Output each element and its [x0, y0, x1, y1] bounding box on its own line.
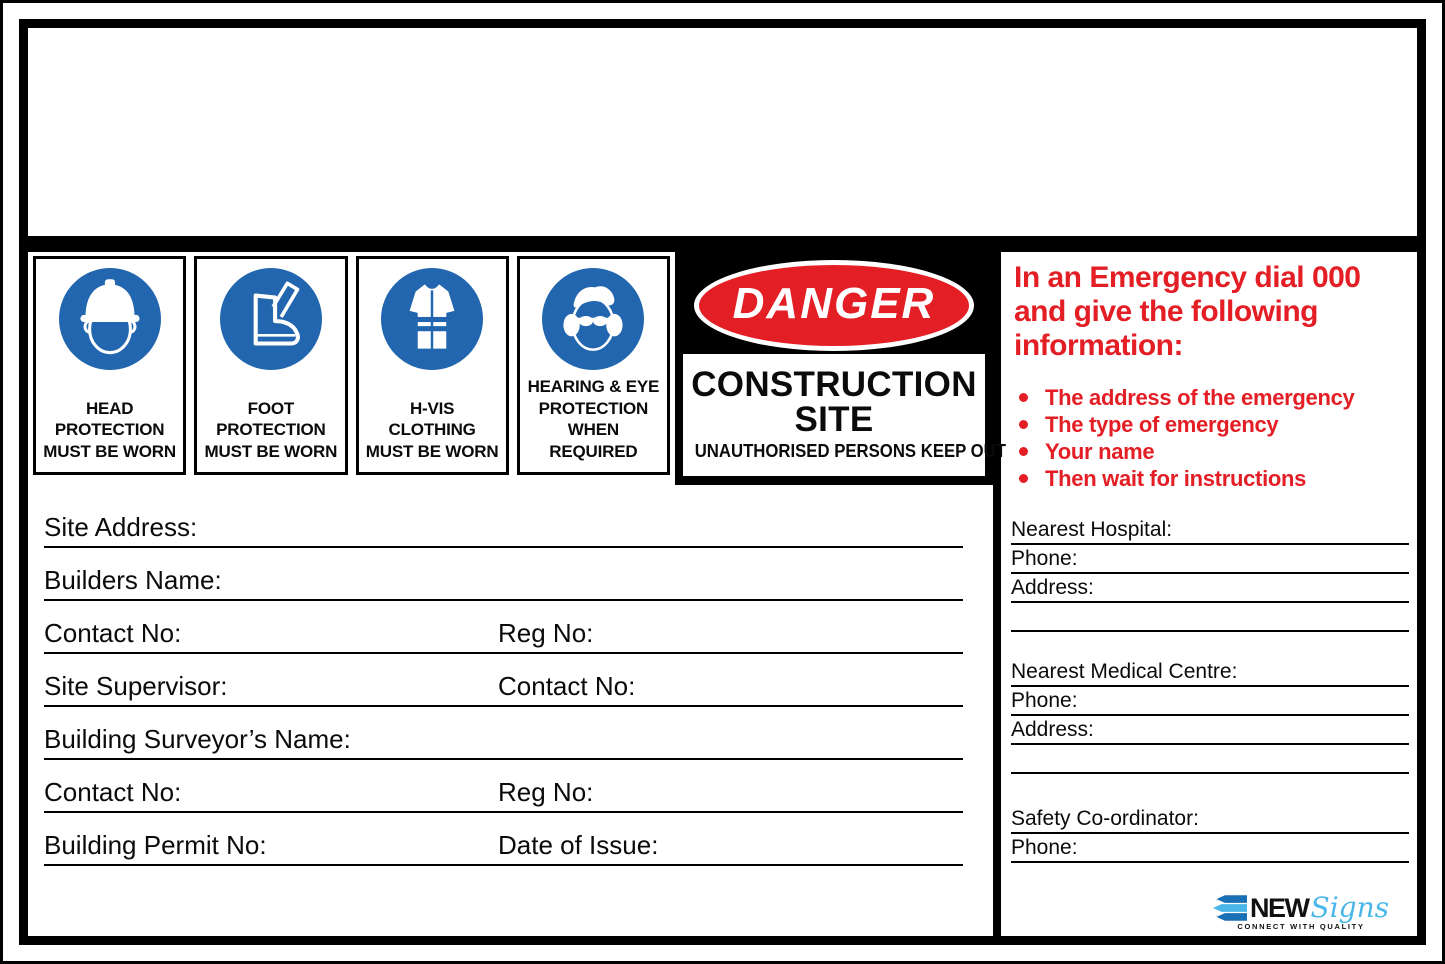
- danger-subtitle: UNAUTHORISED PERSONS KEEP OUT: [694, 441, 1007, 461]
- pictogram-label-line: HEARING & EYE: [527, 377, 660, 396]
- contact-group: [1011, 805, 1409, 863]
- danger-title-line2: SITE: [794, 400, 874, 439]
- contact-group: [1011, 658, 1409, 774]
- logo-tagline: CONNECT WITH QUALITY: [1237, 922, 1365, 931]
- emergency-bullet-item: Then wait for instructions: [1014, 465, 1413, 492]
- emergency-bullet-item: Your name: [1014, 438, 1413, 465]
- form-field-label: Building Permit No:: [44, 830, 267, 860]
- vertical-divider: [993, 236, 1001, 936]
- form-field-label: Date of Issue:: [498, 830, 659, 860]
- contact-blank-line: [1011, 745, 1409, 774]
- newsigns-logo-row: [1213, 891, 1389, 924]
- pictogram-label-line: H-VIS: [409, 398, 455, 418]
- form-field-label: Reg No:: [498, 777, 594, 807]
- form-field-label: Reg No:: [498, 618, 594, 648]
- pictogram-label-line: HEAD: [85, 398, 134, 418]
- contact-field-row: [1011, 716, 1409, 745]
- contact-field-row: [1011, 574, 1409, 603]
- form-field-label: Builders Name:: [44, 565, 222, 595]
- pictogram-label-line: PROTECTION: [216, 420, 326, 439]
- form-row: [44, 722, 963, 760]
- site-details-form: [44, 28, 963, 936]
- pictogram-label-line: FOOT: [247, 398, 295, 418]
- emergency-heading-line: In an Emergency dial 000: [1014, 261, 1361, 294]
- sign-frame: [19, 19, 1426, 945]
- contact-field-label: Phone:: [1011, 689, 1078, 712]
- emergency-bullet-item: The address of the emergency: [1014, 384, 1413, 411]
- pictogram-label-line: WHEN REQUIRED: [549, 420, 638, 461]
- pictogram-label-line: CLOTHING: [388, 420, 476, 439]
- form-field-label: Contact No:: [44, 618, 182, 648]
- emergency-heading-line: and give the following: [1014, 295, 1318, 328]
- pictogram-label-line: MUST BE WORN: [365, 441, 499, 461]
- emergency-bullet-item: The type of emergency: [1014, 411, 1413, 438]
- contact-field-label: Address:: [1011, 576, 1094, 599]
- emergency-bullet-list: [1014, 384, 1413, 492]
- contact-field-label: Nearest Hospital:: [1011, 518, 1173, 541]
- form-row: [44, 828, 963, 866]
- emergency-panel: [1001, 252, 1417, 936]
- pictogram-label-line: MUST BE WORN: [43, 441, 176, 461]
- contact-field-row: [1011, 834, 1409, 863]
- form-field-label: Contact No:: [44, 777, 182, 807]
- contact-blank-line: [1011, 603, 1409, 632]
- form-field-label: Site Supervisor:: [44, 671, 228, 701]
- emergency-heading-line: information:: [1014, 329, 1183, 362]
- danger-word: DANGER: [732, 278, 936, 328]
- logo-name-bold: NEW: [1250, 893, 1309, 923]
- contact-group: [1011, 516, 1409, 632]
- contact-field-label: Phone:: [1011, 547, 1078, 570]
- contact-field-row: [1011, 658, 1409, 687]
- form-row: [44, 563, 963, 601]
- pictogram-label-line: PROTECTION: [54, 420, 165, 439]
- emergency-contacts: [1011, 516, 1409, 863]
- contact-field-row: [1011, 545, 1409, 574]
- newsigns-arrows-icon: [1213, 895, 1247, 921]
- contact-field-label: Phone:: [1011, 836, 1078, 859]
- logo-name-script: Signs: [1310, 891, 1389, 924]
- contact-field-row: [1011, 516, 1409, 545]
- form-row: [44, 510, 963, 548]
- contact-field-label: Safety Co-ordinator:: [1011, 807, 1199, 830]
- form-row: [44, 616, 963, 654]
- pictogram-label-line: PROTECTION: [538, 398, 649, 418]
- newsigns-logo: [1213, 891, 1389, 931]
- contact-field-row: [1011, 687, 1409, 716]
- contact-field-label: Address:: [1011, 718, 1094, 741]
- pictogram-label-line: MUST BE WORN: [204, 441, 338, 461]
- contact-field-row: [1011, 805, 1409, 834]
- contact-field-label: Nearest Medical Centre:: [1011, 660, 1238, 683]
- form-row: [44, 775, 963, 813]
- danger-title-line1: CONSTRUCTION: [691, 365, 977, 404]
- form-row: [44, 669, 963, 707]
- form-field-label: Contact No:: [498, 671, 636, 701]
- emergency-heading: [1014, 261, 1413, 363]
- form-field-label: Site Address:: [44, 512, 198, 542]
- form-field-label: Building Surveyor’s Name:: [44, 724, 351, 754]
